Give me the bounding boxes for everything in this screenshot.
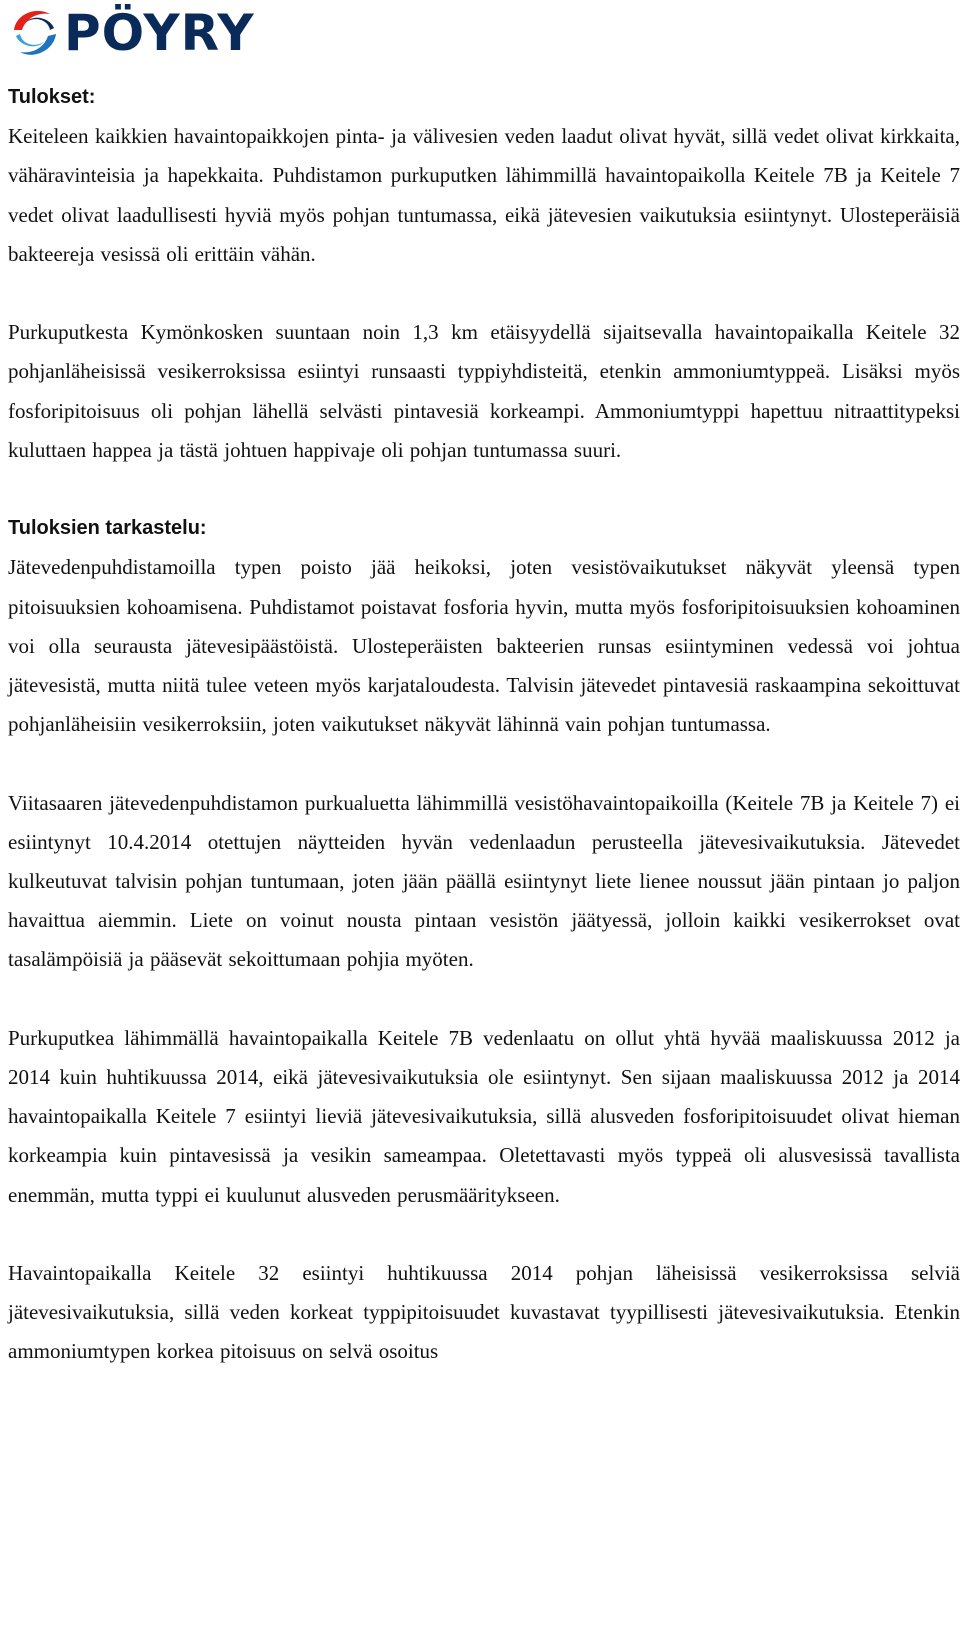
review-paragraph-3: Purkuputkea lähimmällä havaintopaikalla Keitele 7B vedenlaatu on ollut yhtä hyvää maaliskuussa 2012 ja 2014 kuin huhtikuussa 2014, eikä jätevesivaikutuksia ole esiintynyt. Sen sijaan maaliskuussa 2012 ja 2014 havaintopaikalla Keitele 7 esiintyi lieviä jätevesivaikutuksia, sillä alusveden fosforipitoisuudet olivat hieman korkeampia kuin pintavesissä ja vesikin sameampaa. Oletettavasti myös typpeä oli alusvesissä tavallista enemmän, mutta typpi ei kuulunut alusveden perusmääritykseen. [8,1025,960,1207]
document-body [8,78,960,1372]
results-paragraph-1: Keiteleen kaikkien havaintopaikkojen pinta- ja välivesien veden laadut olivat hyvät, sillä vedet olivat kirkkaita, vähäravinteisia ja hapekkaita. Puhdistamon purkuputken lähimmillä havaintopaikolla Keitele 7B ja Keitele 7 vedet olivat laadullisesti hyviä myös pohjan tuntumassa, eikä jätevesien vaikutuksia esiintynyt. Ulosteperäisiä bakteereja vesissä oli erittäin vähän. [8,124,960,266]
poyry-logo [8,4,308,62]
review-paragraph-2: Viitasaaren jätevedenpuhdistamon purkualuetta lähimmillä vesistöhavaintopaikoilla (Keitele 7B ja Keitele 7) ei esiintynyt 10.4.2014 otettujen näytteiden hyvän vedenlaadun perusteella jätevesivaikutuksia. Jätevedet kulkeutuvat talvisin pohjan tuntumaan, joten jään päällä esiintynyt liete lienee noussut jään pintaan jo paljon havaittua aiemmin. Liete on voinut nousta pintaan vesistön jäätyessä, jolloin kaikki vesikerrokset ovat tasalämpöisiä ja pääsevät sekoittumaan pohjia myöten. [8,790,960,972]
results-paragraph-2: Purkuputkesta Kymönkosken suuntaan noin 1,3 km etäisyydellä sijaitsevalla havaintopaikalla Keitele 32 pohjanläheisissä vesikerroksissa esiintyi runsaasti typpiyhdisteitä, etenkin ammoniumtyppeä. Lisäksi myös fosforipitoisuus oli pohjan lähellä selvästi pintavesiä korkeampi. Ammoniumtyppi hapettuu nitraattitypeksi kuluttaen happea ja tästä johtuen happivaje oli pohjan tuntumassa suuri. [8,320,960,462]
poyry-swirl-logo-icon [11,9,59,57]
review-paragraph-1: Jätevedenpuhdistamoilla typen poisto jää heikoksi, joten vesistövaikutukset näkyvät yleensä typen pitoisuuksien kohoamisena. Puhdistamot poistavat fosforia hyvin, mutta myös fosforipitoisuuksien kohoaminen voi olla seurausta jätevesipäästöistä. Ulosteperäisten bakteerien runsas esiintyminen vedessä voi johtua jätevesistä, mutta niitä tulee veteen myös karjataloudesta. Talvisin jätevedet pintavesiä raskaampina sekoittuvat pohjanläheisiin vesikerroksiin, joten vaikutukset näkyvät lähinnä vain pohjan tuntumassa. [8,555,960,737]
logo-wordmark: PÖYRY [64,4,255,62]
review-paragraph-4: Havaintopaikalla Keitele 32 esiintyi huhtikuussa 2014 pohjan läheisissä vesikerroksissa selviä jätevesivaikutuksia, sillä veden korkeat typpipitoisuudet kuvastavat tyypillisesti jätevesivaikutuksia. Etenkin ammoniumtypen korkea pitoisuus on selvä osoitus [8,1261,960,1364]
review-heading: Tuloksien tarkastelu: [8,517,207,540]
results-heading: Tulokset: [8,86,96,108]
